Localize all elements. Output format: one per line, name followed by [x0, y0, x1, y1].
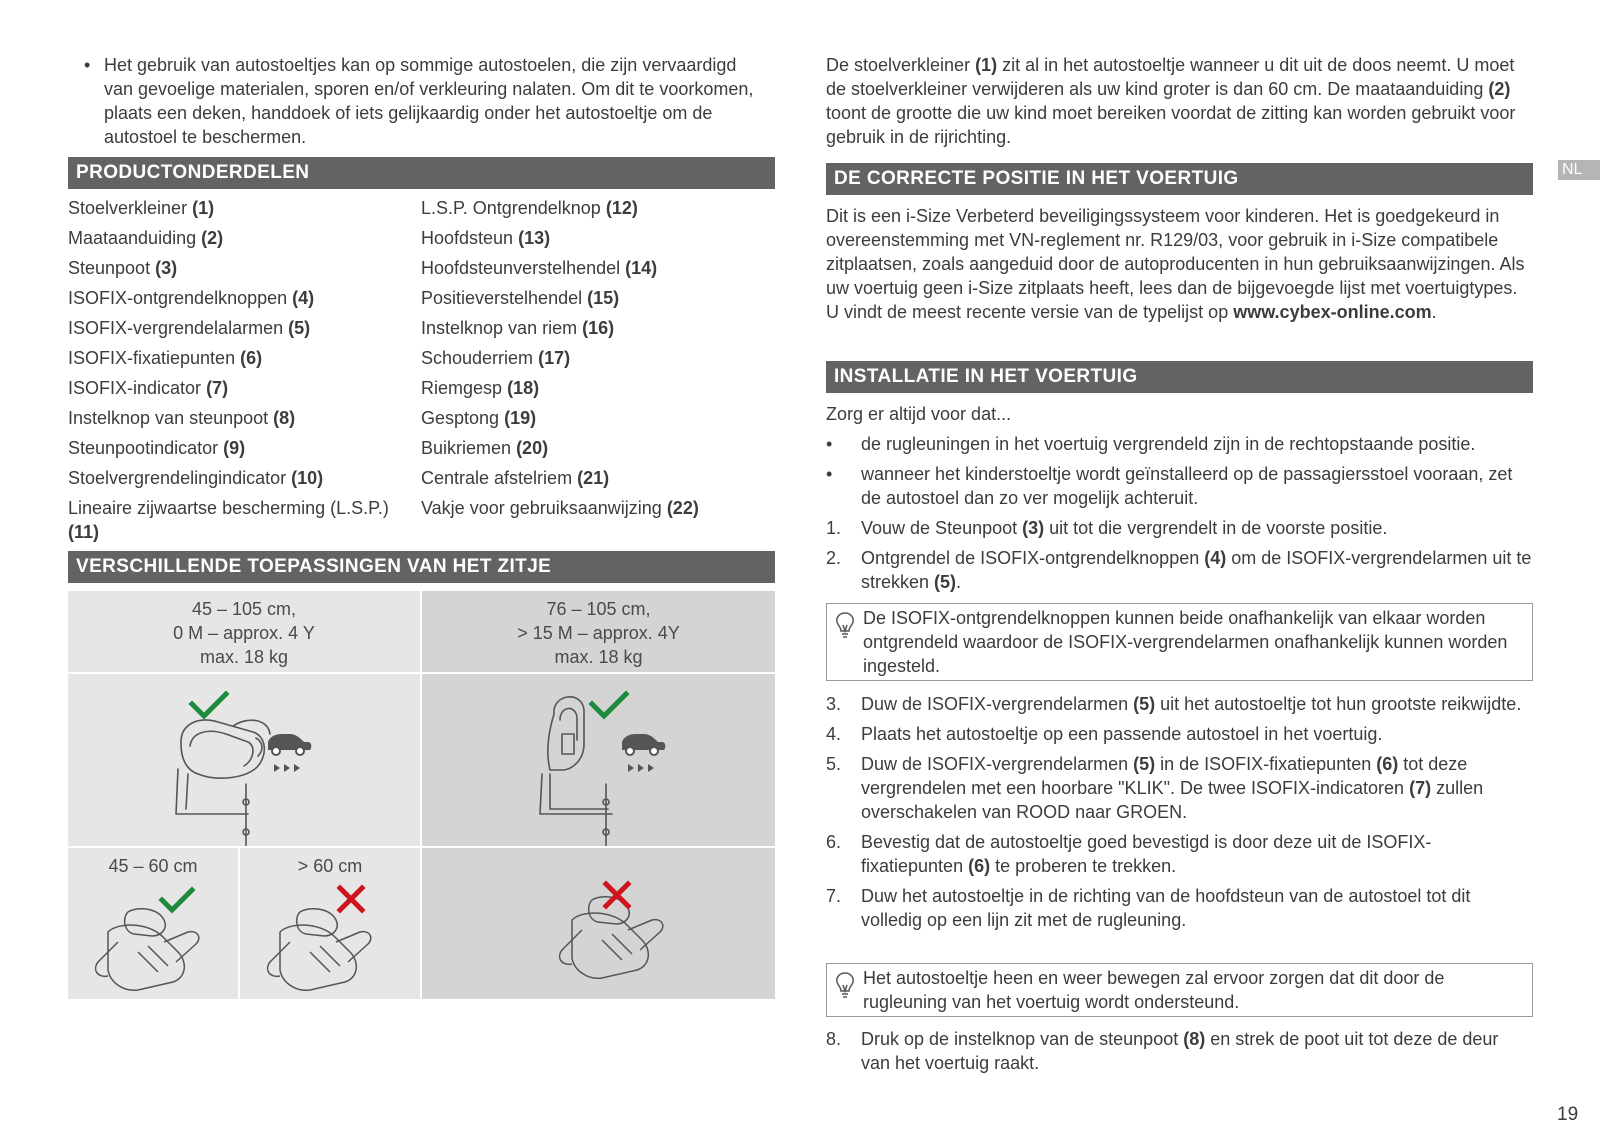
parts-column-2: [421, 196, 775, 526]
part-number: (4): [292, 288, 315, 308]
install-step: [826, 884, 1532, 932]
part-name: ISOFIX-ontgrendelknoppen: [68, 288, 288, 308]
usage-col2-illustration: [422, 674, 775, 846]
bullet-marker: •: [826, 464, 833, 484]
insert-large-cell: [240, 848, 420, 999]
part-item: [68, 496, 408, 550]
usage-col2-insert-cell: [422, 848, 775, 999]
part-item: [421, 196, 775, 226]
install-steps-3-7: [826, 692, 1532, 938]
intro-bullet-text: Het gebruik van autostoeltjes kan op sommige autostoelen, die zijn vervaardigd van gevoelige materialen, sporen en/of verkleuring nalaten. Om dit te voorkomen, plaats een deken, handdoek of iets gelijkaardig onder het autostoeltje om de autostoel te beschermen.: [104, 55, 754, 147]
install-bullet-text: wanneer het kinderstoeltje wordt geïnstalleerd op de passagiersstoel vooraan, zet de autostoel dan zo ver mogelijk achteruit.: [861, 464, 1513, 508]
part-name: Schouderriem: [421, 348, 534, 368]
part-item: [421, 376, 775, 406]
part-number: (16): [582, 318, 615, 338]
part-item: [68, 376, 408, 406]
parts-column-1: [68, 196, 408, 550]
usage-col1-weight: max. 18 kg: [199, 647, 289, 667]
insert-large-label: > 60 cm: [297, 856, 363, 876]
part-number: (19): [504, 408, 537, 428]
usage-col2-weight: max. 18 kg: [554, 647, 643, 667]
usage-col1-illustration: [68, 674, 420, 846]
part-number: (2): [201, 228, 224, 248]
part-item: [421, 406, 775, 436]
part-name: ISOFIX-indicator: [68, 378, 202, 398]
part-name: ISOFIX-fixatiepunten: [68, 348, 236, 368]
install-step: [826, 722, 1532, 746]
step-text-fragment: Duw het autostoeltje in de richting van de hoofdsteun van de autostoel tot dit volledig op een lijn zit met de rugleuning.: [861, 886, 1471, 930]
usage-col2-age: > 15 M – approx. 4Y: [517, 623, 680, 643]
reducer-ref-1: (1): [975, 55, 998, 75]
check-icon: [192, 694, 226, 716]
part-reference: (6): [968, 856, 991, 876]
part-item: [68, 286, 408, 316]
step-number: 3.: [826, 694, 842, 714]
usage-col1-height: 45 – 105 cm,: [191, 599, 297, 619]
step-text: [861, 724, 1382, 744]
part-number: (3): [155, 258, 178, 278]
position-text: Dit is een i-Size Verbeterd beveiligingssysteem voor kinderen. Het is goedgekeurd in overeenstemming met VN-reglement nr. R129/03, voor gebruik in i-Size compatibele zitplaatsen, zoals aangeduid door de autoproducenten in hun gebruiksaanwijzingen. Als uw voertuig geen i-Size zitplaats heeft, lees dan de bijgevoegde lijst met voertuigtypes. U vindt de meest recente versie van de typelijst op: [826, 206, 1525, 322]
step-text: [861, 886, 1470, 930]
part-item: [68, 256, 408, 286]
position-text-end: .: [1431, 302, 1437, 322]
install-steps-1-2: [826, 516, 1532, 600]
part-item: [68, 316, 408, 346]
reducer-text-1: De stoelverkleiner: [826, 55, 976, 75]
step-number: 5.: [826, 754, 842, 774]
step-number: 1.: [826, 518, 842, 538]
part-reference: (3): [1022, 518, 1045, 538]
insert-small-cell: [68, 848, 238, 999]
step-text: [861, 754, 1483, 822]
part-item: [421, 496, 775, 526]
part-name: Positieverstelhendel: [421, 288, 583, 308]
part-item: [421, 346, 775, 376]
reducer-text-2: zit al in het autostoeltje wanneer u dit uit de doos neemt. U moet de stoelverkleiner verwijderen als uw kind groter is dan 60 cm. De maataanduiding: [826, 55, 1515, 99]
check-icon: [592, 694, 626, 716]
install-step: [826, 1027, 1532, 1075]
lightbulb-icon: [835, 971, 855, 999]
step-text-fragment: om de ISOFIX-vergrendelarmen uit te strekken: [861, 548, 1532, 592]
step-text-fragment: .: [956, 572, 962, 592]
install-step: [826, 692, 1532, 716]
step-text-fragment: Vouw de Steunpoot: [861, 518, 1023, 538]
part-name: ISOFIX-vergrendelalarmen: [68, 318, 284, 338]
car-direction-icon: [268, 734, 311, 772]
step-text-fragment: tot deze vergrendelen met een hoorbare "KLIK". De twee ISOFIX-indicatoren: [861, 754, 1468, 798]
part-name: Buikriemen: [421, 438, 512, 458]
step-text-fragment: Duw de ISOFIX-vergrendelarmen: [861, 754, 1134, 774]
part-reference: (5): [1133, 694, 1156, 714]
step-text-fragment: en strek de poot uit tot deze de deur van het voertuig raakt.: [861, 1029, 1499, 1073]
intro-bullet: [68, 53, 768, 149]
part-name: Steunpootindicator: [68, 438, 219, 458]
part-item: [68, 406, 408, 436]
seat-reducer-illustration: [240, 882, 420, 997]
step-number: 2.: [826, 548, 842, 568]
part-item: [68, 466, 408, 496]
step-text-fragment: Plaats het autostoeltje op een passende autostoel in het voertuig.: [861, 724, 1383, 744]
part-name: Lineaire zijwaartse bescherming (L.S.P.): [68, 498, 389, 518]
step-text: [861, 548, 1531, 592]
part-number: (15): [587, 288, 620, 308]
part-name: Maataanduiding: [68, 228, 197, 248]
section-header-parts: PRODUCTONDERDELEN: [68, 157, 775, 189]
part-number: (5): [288, 318, 311, 338]
install-bullet-item: [826, 432, 1532, 456]
part-reference: (5): [1133, 754, 1156, 774]
position-paragraph: [826, 204, 1532, 324]
bullet-marker: •: [826, 434, 833, 454]
usage-col1-age: 0 M – approx. 4 Y: [173, 623, 315, 643]
install-bullet-item: [826, 462, 1532, 510]
usage-col2-height: 76 – 105 cm,: [546, 599, 651, 619]
reducer-ref-2: (2): [1488, 79, 1511, 99]
part-item: [421, 256, 775, 286]
part-number: (7): [206, 378, 229, 398]
part-name: Hoofdsteunverstelhendel: [421, 258, 621, 278]
usage-table: [68, 591, 775, 999]
part-item: [68, 346, 408, 376]
part-number: (14): [625, 258, 658, 278]
install-intro: Zorg er altijd voor dat...: [826, 404, 1012, 424]
step-text: [861, 518, 1387, 538]
step-number: 8.: [826, 1029, 842, 1049]
part-reference: (5): [934, 572, 957, 592]
part-name: Vakje voor gebruiksaanwijzing: [421, 498, 662, 518]
install-step: [826, 516, 1532, 540]
part-number: (12): [605, 198, 638, 218]
install-step: [826, 546, 1532, 594]
section-header-position: DE CORRECTE POSITIE IN HET VOERTUIG: [826, 163, 1533, 195]
part-number: (17): [538, 348, 571, 368]
part-number: (22): [666, 498, 699, 518]
page-number: 19: [1557, 1104, 1579, 1125]
section-header-usage: VERSCHILLENDE TOEPASSINGEN VAN HET ZITJE: [68, 551, 775, 583]
part-item: [68, 436, 408, 466]
bullet-marker: •: [84, 55, 91, 75]
tip-note-1-text: De ISOFIX-ontgrendelknoppen kunnen beide onafhankelijk van elkaar worden ontgrendeld waardoor de ISOFIX-vergrendelarmen onafhankelijk kunnen worden ingesteld.: [863, 608, 1508, 676]
step-text-fragment: te proberen te trekken.: [990, 856, 1177, 876]
car-direction-icon: [622, 734, 665, 772]
check-icon: [162, 890, 192, 910]
step-number: 4.: [826, 724, 842, 744]
cross-icon: [340, 888, 362, 910]
step-text-fragment: Bevestig dat de autostoeltje goed bevestigd is door deze uit de ISOFIX-fixatiepunten: [861, 832, 1432, 876]
reducer-text-3: toont de grootte die uw kind moet bereiken voordat de zitting kan worden gebruikt voor gebruik in de rijrichting.: [826, 103, 1516, 147]
step-text-fragment: in de ISOFIX-fixatiepunten: [1155, 754, 1377, 774]
install-bullets: [826, 432, 1532, 516]
reducer-paragraph: [826, 53, 1532, 149]
tip-note-2-text: Het autostoeltje heen en weer bewegen zal ervoor zorgen dat dit door de rugleuning van het voertuig wordt ondersteund.: [863, 968, 1445, 1012]
part-number: (11): [68, 522, 100, 542]
part-name: Instelknop van steunpoot: [68, 408, 269, 428]
part-name: Stoelvergrendelingindicator: [68, 468, 287, 488]
tip-note-2: [826, 963, 1533, 1017]
rear-facing-seat-illustration: [68, 674, 420, 846]
install-step-8: [826, 1027, 1532, 1081]
install-bullet-text: de rugleuningen in het voertuig vergrendeld zijn in de rechtopstaande positie.: [861, 434, 1476, 454]
part-item: [421, 226, 775, 256]
part-name: L.S.P. Ontgrendelknop: [421, 198, 601, 218]
part-reference: (7): [1409, 778, 1432, 798]
part-number: (18): [507, 378, 540, 398]
part-name: Centrale afstelriem: [421, 468, 573, 488]
section-header-install: INSTALLATIE IN HET VOERTUIG: [826, 361, 1533, 393]
tip-note-1: [826, 603, 1533, 681]
step-text-fragment: Druk op de instelknop van de steunpoot: [861, 1029, 1184, 1049]
step-text: [861, 832, 1431, 876]
step-text-fragment: uit tot die vergrendelt in de voorste positie.: [1044, 518, 1388, 538]
step-text-fragment: uit het autostoeltje tot hun grootste reikwijdte.: [1155, 694, 1522, 714]
part-item: [421, 316, 775, 346]
part-item: [68, 226, 408, 256]
step-number: 6.: [826, 832, 842, 852]
part-name: Hoofdsteun: [421, 228, 514, 248]
part-item: [421, 286, 775, 316]
part-name: Riemgesp: [421, 378, 503, 398]
part-reference: (6): [1376, 754, 1399, 774]
part-name: Gesptong: [421, 408, 500, 428]
part-name: Instelknop van riem: [421, 318, 578, 338]
seat-reducer-illustration: [422, 848, 775, 999]
part-number: (20): [516, 438, 549, 458]
part-item: [421, 436, 775, 466]
part-item: [421, 466, 775, 496]
cross-icon: [606, 884, 628, 906]
part-number: (21): [577, 468, 610, 488]
part-reference: (4): [1204, 548, 1227, 568]
part-number: (9): [223, 438, 246, 458]
install-step: [826, 830, 1532, 878]
part-number: (6): [240, 348, 263, 368]
step-text-fragment: Ontgrendel de ISOFIX-ontgrendelknoppen: [861, 548, 1205, 568]
usage-col2-header: [422, 591, 775, 672]
step-number: 7.: [826, 886, 842, 906]
insert-small-label: 45 – 60 cm: [108, 856, 198, 876]
step-text: [861, 1029, 1498, 1073]
lightbulb-icon: [835, 611, 855, 639]
part-number: (13): [518, 228, 551, 248]
seat-reducer-illustration: [68, 882, 238, 997]
part-name: Stoelverkleiner: [68, 198, 188, 218]
part-item: [68, 196, 408, 226]
step-text-fragment: zullen overschakelen van ROOD naar GROEN.: [861, 778, 1484, 822]
install-step: [826, 752, 1532, 824]
step-text-fragment: Duw de ISOFIX-vergrendelarmen: [861, 694, 1134, 714]
part-number: (8): [273, 408, 296, 428]
part-number: (1): [192, 198, 215, 218]
part-number: (10): [291, 468, 324, 488]
part-name: Steunpoot: [68, 258, 151, 278]
cybex-website-link[interactable]: www.cybex-online.com: [1233, 302, 1432, 322]
step-text: [861, 694, 1521, 714]
part-reference: (8): [1183, 1029, 1206, 1049]
language-tab: NL: [1558, 160, 1600, 180]
forward-facing-seat-illustration: [422, 674, 775, 846]
usage-col1-header: [68, 591, 420, 672]
